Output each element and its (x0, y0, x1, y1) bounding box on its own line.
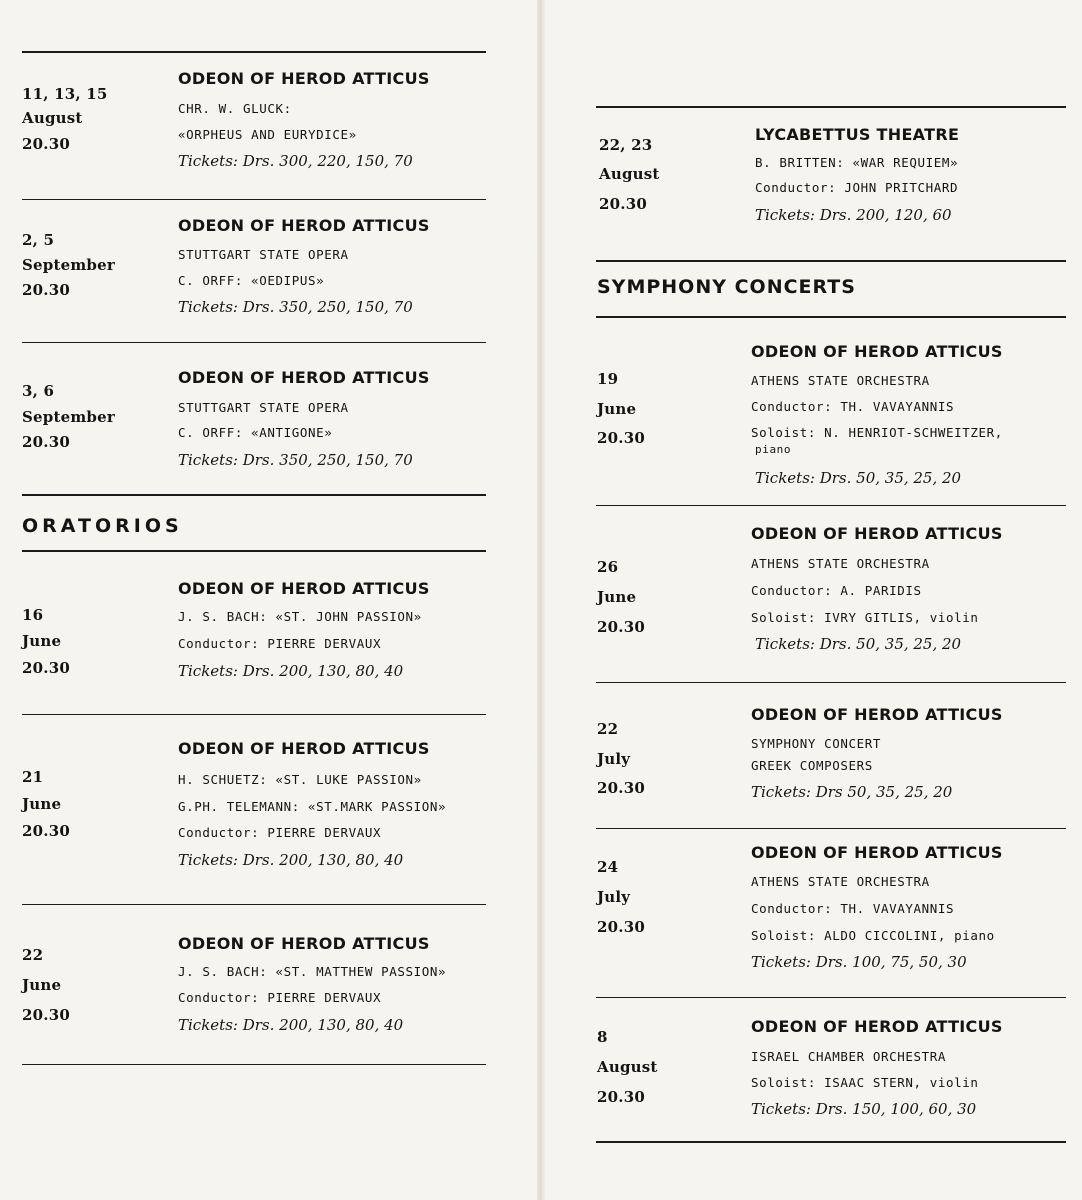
event-conductor: Conductor: JOHN PRITCHARD (755, 180, 959, 195)
event-time: 20.30 (597, 618, 645, 636)
event-program-line: ATHENS STATE ORCHESTRA (751, 556, 930, 571)
event-venue: ODEON OF HEROD ATTICUS (178, 69, 430, 88)
event-time: 20.30 (599, 195, 647, 213)
event-conductor: Conductor: PIERRE DERVAUX (178, 990, 382, 1005)
divider-rule (596, 505, 1066, 506)
event-time: 20.30 (597, 918, 645, 936)
event-venue: ODEON OF HEROD ATTICUS (751, 342, 1003, 361)
event-tickets: Tickets: Drs. 50, 35, 25, 20 (755, 635, 962, 653)
event-time: 20.30 (597, 1088, 645, 1106)
event-program-line: SYMPHONY CONCERT (751, 736, 882, 751)
divider-rule (22, 904, 486, 905)
event-date-month: August (22, 109, 83, 127)
event-venue: LYCABETTUS THEATRE (755, 125, 960, 144)
divider-rule (596, 106, 1066, 108)
event-time: 20.30 (597, 779, 645, 797)
event-date-month: September (22, 408, 115, 426)
event-program-line: C. ORFF: «OEDIPUS» (178, 273, 325, 288)
event-program-line: GREEK COMPOSERS (751, 758, 873, 773)
event-date-month: June (22, 976, 62, 994)
event-venue: ODEON OF HEROD ATTICUS (178, 739, 430, 758)
event-time: 20.30 (597, 429, 645, 447)
event-soloist: Soloist: ISAAC STERN, violin (751, 1075, 979, 1090)
event-program-line: ATHENS STATE ORCHESTRA (751, 874, 930, 889)
event-date-month: June (597, 400, 637, 418)
event-tickets: Tickets: Drs. 50, 35, 25, 20 (755, 469, 962, 487)
event-date-month: July (597, 750, 631, 768)
event-date-month: June (597, 588, 637, 606)
event-time: 20.30 (22, 659, 70, 677)
event-date-month: August (599, 165, 660, 183)
event-time: 20.30 (22, 281, 70, 299)
event-program-line: ISRAEL CHAMBER ORCHESTRA (751, 1049, 947, 1064)
event-venue: ODEON OF HEROD ATTICUS (178, 934, 430, 953)
event-time: 20.30 (22, 135, 70, 153)
event-soloist: Soloist: N. HENRIOT-SCHWEITZER, (751, 425, 1003, 440)
event-conductor: Conductor: TH. VAVAYANNIS (751, 399, 955, 414)
divider-rule (22, 199, 486, 200)
event-soloist: Soloist: IVRY GITLIS, violin (751, 610, 979, 625)
event-date-days: 11, 13, 15 (22, 85, 108, 103)
event-date-month: July (597, 888, 631, 906)
event-venue: ODEON OF HEROD ATTICUS (751, 524, 1003, 543)
event-date-month: September (22, 256, 115, 274)
event-date-month: August (597, 1058, 658, 1076)
event-date-days: 2, 5 (22, 231, 55, 249)
event-date-month: June (22, 632, 62, 650)
event-date-days: 22 (22, 946, 44, 964)
event-soloist-instrument: piano (755, 443, 792, 456)
event-program-line: «ORPHEUS AND EURYDICE» (178, 127, 357, 142)
event-venue: ODEON OF HEROD ATTICUS (751, 1017, 1003, 1036)
event-time: 20.30 (22, 433, 70, 451)
event-conductor: Conductor: A. PARIDIS (751, 583, 922, 598)
event-venue: ODEON OF HEROD ATTICUS (178, 216, 430, 235)
event-program-line: J. S. BACH: «ST. MATTHEW PASSION» (178, 964, 447, 979)
event-venue: ODEON OF HEROD ATTICUS (751, 705, 1003, 724)
event-program-line: H. SCHUETZ: «ST. LUKE PASSION» (178, 772, 422, 787)
event-tickets: Tickets: Drs. 200, 130, 80, 40 (178, 1016, 404, 1034)
event-tickets: Tickets: Drs. 350, 250, 150, 70 (178, 298, 413, 316)
event-program-line: C. ORFF: «ANTIGONE» (178, 425, 333, 440)
divider-rule (22, 342, 486, 343)
section-title-symphony-concerts: SYMPHONY CONCERTS (597, 276, 856, 298)
divider-rule (596, 1141, 1066, 1143)
event-tickets: Tickets: Drs. 150, 100, 60, 30 (751, 1100, 977, 1118)
event-time: 20.30 (22, 822, 70, 840)
event-date-days: 8 (597, 1028, 608, 1046)
divider-rule (596, 316, 1066, 318)
event-venue: ODEON OF HEROD ATTICUS (178, 579, 430, 598)
event-date-days: 21 (22, 768, 44, 786)
page-fold (537, 0, 545, 1200)
event-venue: ODEON OF HEROD ATTICUS (751, 843, 1003, 862)
event-tickets: Tickets: Drs. 350, 250, 150, 70 (178, 451, 413, 469)
event-program-line: STUTTGART STATE OPERA (178, 247, 349, 262)
divider-rule (596, 997, 1066, 998)
event-program-line: G.PH. TELEMANN: «ST.MARK PASSION» (178, 799, 447, 814)
event-date-days: 3, 6 (22, 382, 55, 400)
event-program-line: STUTTGART STATE OPERA (178, 400, 349, 415)
event-date-days: 16 (22, 606, 44, 624)
event-date-days: 26 (597, 558, 619, 576)
event-conductor: Conductor: PIERRE DERVAUX (178, 636, 382, 651)
divider-rule (596, 682, 1066, 683)
event-tickets: Tickets: Drs. 100, 75, 50, 30 (751, 953, 967, 971)
event-date-days: 22 (597, 720, 619, 738)
event-date-month: June (22, 795, 62, 813)
section-title-oratorios: ORATORIOS (22, 515, 183, 537)
divider-rule (596, 260, 1066, 262)
event-tickets: Tickets: Drs. 300, 220, 150, 70 (178, 152, 413, 170)
event-program-line: ATHENS STATE ORCHESTRA (751, 373, 930, 388)
event-program-line: B. BRITTEN: «WAR REQUIEM» (755, 155, 959, 170)
event-soloist: Soloist: ALDO CICCOLINI, piano (751, 928, 995, 943)
event-tickets: Tickets: Drs. 200, 130, 80, 40 (178, 662, 404, 680)
event-program-line: CHR. W. GLUCK: (178, 101, 292, 116)
event-program-line: J. S. BACH: «ST. JOHN PASSION» (178, 609, 422, 624)
divider-rule (22, 51, 486, 53)
divider-rule (22, 1064, 486, 1065)
event-conductor: Conductor: PIERRE DERVAUX (178, 825, 382, 840)
event-tickets: Tickets: Drs. 200, 130, 80, 40 (178, 851, 404, 869)
divider-rule (22, 714, 486, 715)
event-conductor: Conductor: TH. VAVAYANNIS (751, 901, 955, 916)
event-date-days: 22, 23 (599, 136, 653, 154)
divider-rule (22, 494, 486, 496)
event-tickets: Tickets: Drs 50, 35, 25, 20 (751, 783, 953, 801)
divider-rule (596, 828, 1066, 829)
event-tickets: Tickets: Drs. 200, 120, 60 (755, 206, 952, 224)
event-date-days: 24 (597, 858, 619, 876)
event-venue: ODEON OF HEROD ATTICUS (178, 368, 430, 387)
event-date-days: 19 (597, 370, 619, 388)
divider-rule (22, 550, 486, 552)
event-time: 20.30 (22, 1006, 70, 1024)
